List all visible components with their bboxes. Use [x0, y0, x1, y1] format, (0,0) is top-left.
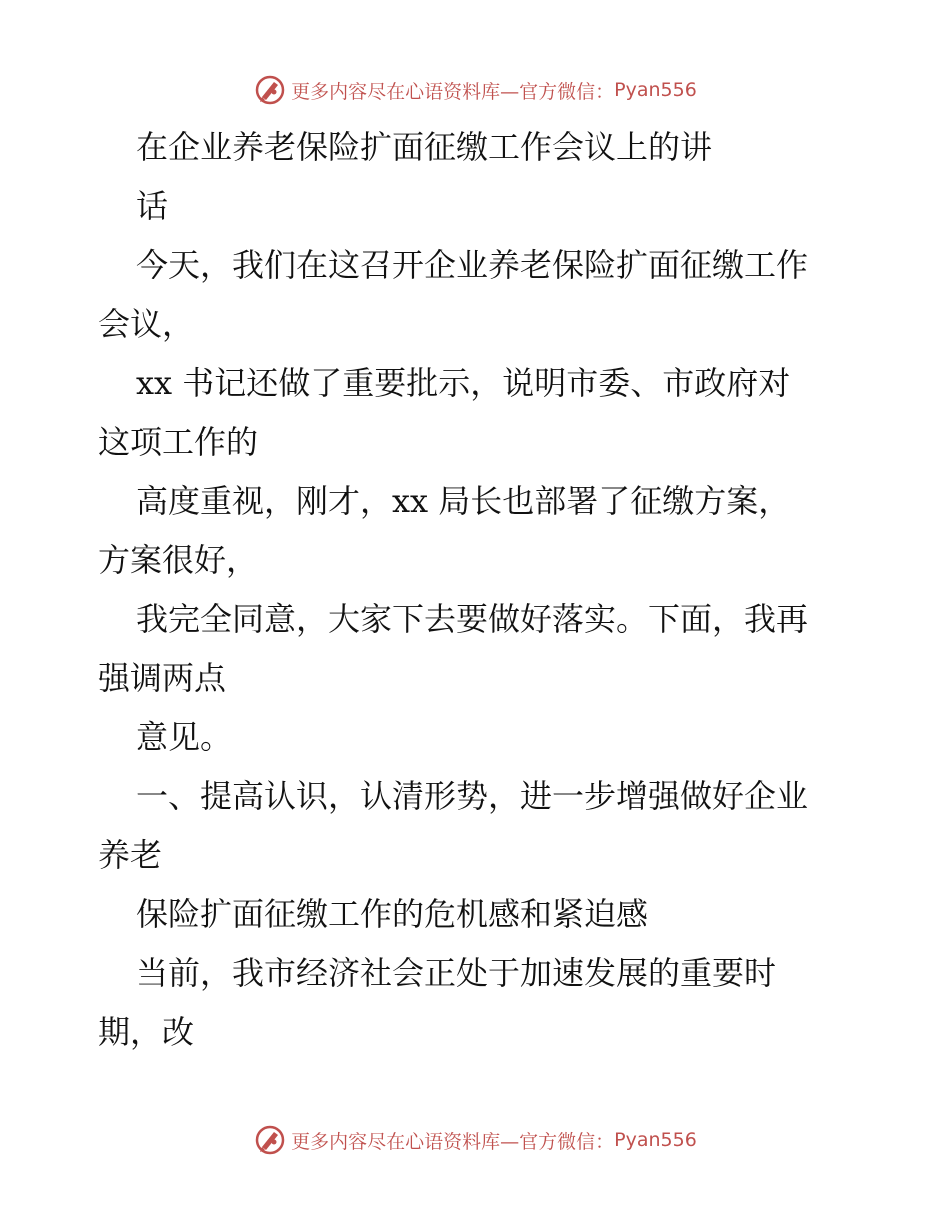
pen-logo-icon — [253, 1123, 287, 1157]
watermark-account: Pyan556 — [614, 79, 697, 101]
header-watermark-banner — [0, 72, 950, 108]
text-line: 在企业养老保险扩面征缴工作会议上的讲 — [136, 128, 713, 166]
text-line: 保险扩面征缴工作的危机感和紧迫感 — [136, 895, 649, 933]
text-line: 这项工作的 — [98, 423, 259, 461]
text-line: 意见。 — [136, 718, 233, 756]
text-line: 期，改 — [98, 1013, 195, 1051]
text-line: 会议， — [98, 305, 195, 343]
text-line: 一、提高认识，认清形势，进一步增强做好企业 — [136, 777, 809, 815]
text-line: 话 — [136, 187, 169, 225]
text-line: 高度重视，刚才，xx 局长也部署了征缴方案， — [136, 482, 791, 520]
text-line: 养老 — [98, 836, 163, 874]
watermark-text: 更多内容尽在心语资料库—官方微信： — [291, 80, 615, 103]
text-line: xx 书记还做了重要批示，说明市委、市政府对 — [136, 364, 791, 402]
pen-logo-icon — [253, 73, 287, 107]
text-line: 我完全同意，大家下去要做好落实。下面，我再 — [136, 600, 809, 638]
document-body — [98, 118, 858, 1062]
text-line: 今天，我们在这召开企业养老保险扩面征缴工作 — [136, 246, 809, 284]
footer-watermark-banner — [0, 1122, 950, 1158]
watermark-text: 更多内容尽在心语资料库—官方微信： — [291, 1130, 615, 1153]
text-line: 强调两点 — [98, 659, 227, 697]
text-line: 当前，我市经济社会正处于加速发展的重要时 — [136, 954, 777, 992]
watermark-account: Pyan556 — [614, 1129, 697, 1151]
text-line: 方案很好， — [98, 541, 259, 579]
